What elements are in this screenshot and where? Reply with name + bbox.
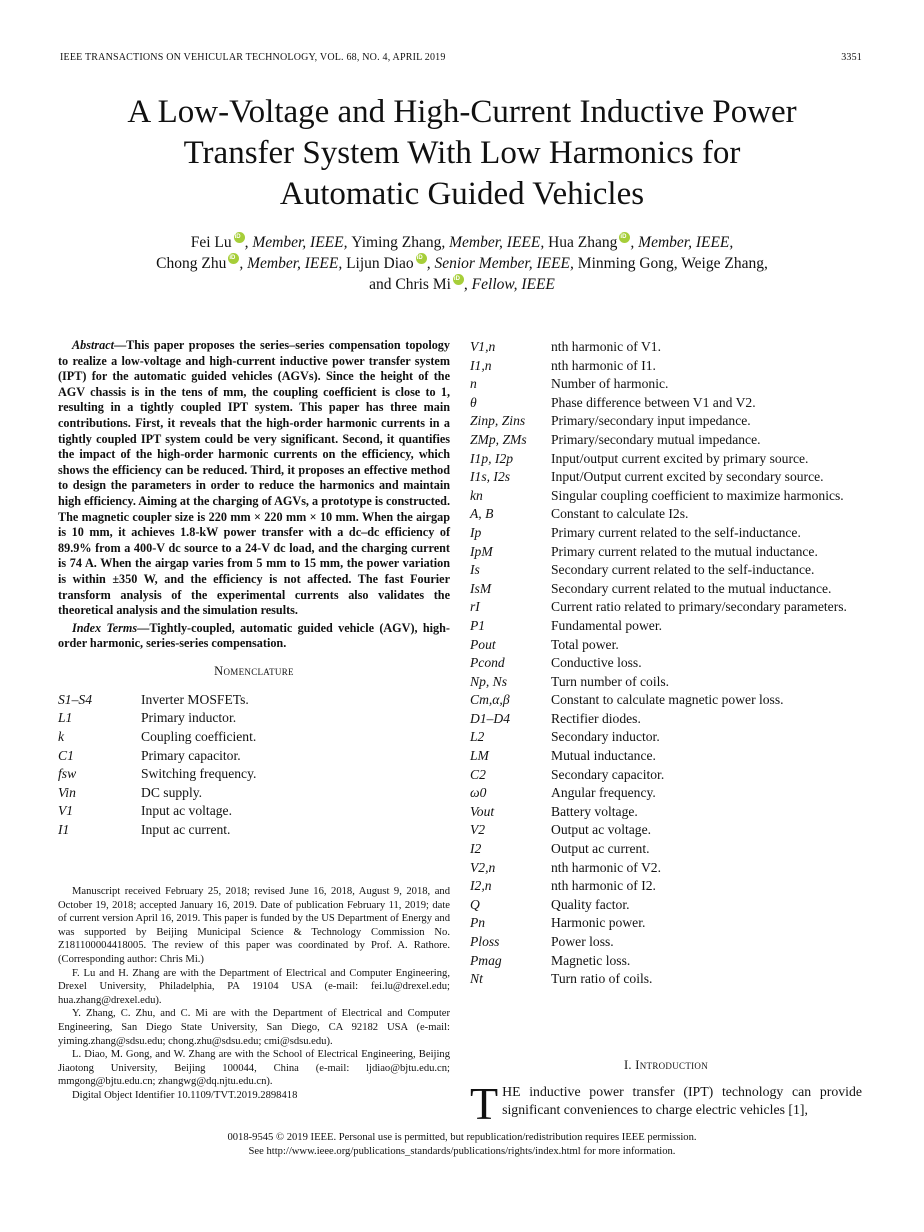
nomenclature-row — [470, 840, 862, 859]
nomenclature-row — [58, 747, 450, 766]
nomenclature-symbol: Pcond — [470, 655, 505, 671]
nomenclature-symbol: IsM — [470, 580, 492, 596]
author-role: , Senior Member, IEEE, — [426, 255, 578, 272]
nomenclature-row — [470, 784, 862, 803]
footnote-affiliation: F. Lu and H. Zhang are with the Department of Electrical and Computer Engineering, Drexel University, Philadelphia, PA 19104 USA (e-mail: fei.lu@drexel.edu; hua.zhang@drexel.edu). — [58, 967, 450, 1006]
nomenclature-symbol: Pout — [470, 636, 496, 652]
nomenclature-definition: Primary/secondary mutual impedance. — [551, 431, 761, 447]
nomenclature-definition: Output ac voltage. — [551, 822, 652, 838]
nomenclature-definition: Secondary inductor. — [551, 729, 660, 745]
nomenclature-row — [58, 765, 450, 784]
nomenclature-definition: Secondary capacitor. — [551, 766, 665, 782]
nomenclature-symbol: S1–S4 — [58, 691, 92, 707]
nomenclature-definition: Conductive loss. — [551, 655, 642, 671]
nomenclature-row — [470, 896, 862, 915]
nomenclature-definition: Switching frequency. — [141, 766, 257, 782]
nomenclature-definition: Inverter MOSFETs. — [141, 691, 249, 707]
nomenclature-row — [470, 338, 862, 357]
nomenclature-definition: Secondary current related to the self-inductance. — [551, 562, 815, 578]
nomenclature-definition: Primary current related to the mutual inductance. — [551, 543, 818, 559]
nomenclature-symbol: Pn — [470, 915, 486, 931]
nomenclature-definition: Rectifier diodes. — [551, 710, 641, 726]
nomenclature-symbol: k — [58, 729, 65, 745]
nomenclature-symbol: Ip — [470, 524, 482, 540]
nomenclature-symbol: Is — [470, 562, 480, 578]
orcid-icon[interactable] — [619, 232, 630, 243]
nomenclature-symbol: Zinp, Zins — [470, 413, 526, 429]
nomenclature-definition: Input/output current excited by primary source. — [551, 450, 809, 466]
nomenclature-definition: Phase difference between V1 and V2. — [551, 394, 756, 410]
nomenclature-symbol: I1 — [58, 822, 70, 838]
nomenclature-left-list — [58, 691, 450, 840]
orcid-icon[interactable] — [228, 253, 239, 264]
nomenclature-row — [470, 543, 862, 562]
author-name: Yiming Zhang — [351, 234, 442, 251]
author-role: , Member, IEEE, — [441, 234, 549, 251]
nomenclature-symbol: P1 — [470, 617, 486, 633]
footnote-affiliation: L. Diao, M. Gong, and W. Zhang are with the School of Electrical Engineering, Beijing Jiaotong University, Beijing 100044, China (e-mail: ljdiao@bjtu.edu.cn; mmgong@bjtu.edu.cn; zhangwg@dq.njtu.edu.cn). — [58, 1049, 450, 1088]
nomenclature-symbol: I1,n — [470, 357, 492, 373]
nomenclature-definition: nth harmonic of V2. — [551, 859, 661, 875]
nomenclature-symbol: rI — [470, 599, 480, 615]
nomenclature-definition: Mutual inductance. — [551, 748, 656, 764]
nomenclature-definition: Turn ratio of coils. — [551, 971, 653, 987]
author-line-1 — [60, 232, 864, 253]
index-terms — [58, 621, 450, 652]
nomenclature-definition: Total power. — [551, 636, 619, 652]
title-line: Transfer System With Low Harmonics for — [183, 135, 741, 171]
nomenclature-definition: Number of harmonic. — [551, 376, 669, 392]
nomenclature-symbol: I1p, I2p — [470, 450, 514, 466]
nomenclature-definition: Angular frequency. — [551, 785, 656, 801]
nomenclature-definition: Output ac current. — [551, 841, 650, 857]
nomenclature-row — [470, 375, 862, 394]
author-name: Minming Gong, Weige Zhang, — [577, 255, 768, 272]
nomenclature-symbol: L2 — [470, 729, 485, 745]
abstract-text: —This paper proposes the series–series compensation topology to realize a low-voltage and high-current inductive power transfer system (IPT) for the automatic guided vehicles (AGVs). Since the height of the AGV chassis is in the tens of mm, the coupling coefficient is close to 1, resulting in a tightly coupled IPT system. This paper has three main contributions. First, it reveals that the high-order harmonic currents in a tightly coupled IPT system could be very significant. Second, it quantifies the impact of the high-order harmonic currents on the efficiency, which shows the efficiency can be reduced. Third, it proposes an effective method to design the parameters in order to reduce the harmonics and maintain high efficiency. Aiming at the charging of AGVs, a prototype is constructed. The magnetic coupler size is 220 mm × 220 mm × 10 mm. When the airgap is 10 mm, it achieves 1.8-kW power transfer with a dc–dc efficiency of 89.9% from a 400-V dc source to a 24-V dc load, and the charging current is 74 A. When the airgap varies from 5 mm to 15 mm, the power variation is within ±350 W, and the efficiency is not affected. The fast Fourier transform analysis of the experimental currents also validates the theoretical analysis and the simulation results. — [58, 338, 450, 618]
title-line: Automatic Guided Vehicles — [279, 176, 645, 212]
nomenclature-symbol: n — [470, 376, 477, 392]
author-role: , Member, IEEE, — [630, 234, 734, 251]
author-name: Chong Zhu — [156, 255, 227, 272]
introduction-heading: I. Introduction — [623, 1058, 709, 1072]
nomenclature-row — [470, 394, 862, 413]
nomenclature-row — [58, 802, 450, 821]
nomenclature-row — [470, 747, 862, 766]
left-column — [58, 338, 450, 840]
nomenclature-symbol: C2 — [470, 766, 486, 782]
author-name: Hua Zhang — [548, 234, 618, 251]
nomenclature-symbol: ω0 — [470, 785, 487, 801]
orcid-icon[interactable] — [416, 253, 427, 264]
nomenclature-row — [470, 803, 862, 822]
nomenclature-row — [470, 468, 862, 487]
nomenclature-row — [470, 952, 862, 971]
author-role: , Member, IEEE, — [239, 255, 347, 272]
nomenclature-row — [470, 580, 862, 599]
nomenclature-definition: Primary inductor. — [141, 710, 237, 726]
nomenclature-row — [470, 524, 862, 543]
nomenclature-row — [470, 673, 862, 692]
nomenclature-definition: Coupling coefficient. — [141, 729, 257, 745]
footnote-affiliation: Y. Zhang, C. Zhu, and C. Mi are with the Department of Electrical and Computer Engineering, San Diego State University, San Diego, CA 92182 USA (e-mail: yiming.zhang@sdsu.edu; chong.zhu@sdsu.edu; cmi@sdsu.edu). — [58, 1008, 450, 1047]
nomenclature-row — [470, 431, 862, 450]
nomenclature-symbol: ZMp, ZMs — [470, 431, 527, 447]
nomenclature-row — [470, 450, 862, 469]
nomenclature-row — [470, 766, 862, 785]
running-header — [60, 52, 862, 63]
author-name: Lijun Diao — [346, 255, 414, 272]
nomenclature-symbol: θ — [470, 394, 477, 410]
nomenclature-row — [470, 561, 862, 580]
nomenclature-definition: nth harmonic of I2. — [551, 878, 656, 894]
nomenclature-symbol: Cm,α,β — [470, 692, 510, 708]
nomenclature-definition: Input ac voltage. — [141, 803, 232, 819]
nomenclature-row — [470, 710, 862, 729]
nomenclature-row — [470, 877, 862, 896]
nomenclature-row — [470, 617, 862, 636]
nomenclature-row — [58, 728, 450, 747]
author-name: and Chris Mi — [369, 276, 451, 293]
introduction-paragraph: HE inductive power transfer (IPT) technology can provide significant conveniences to charge electric vehicles [1], — [502, 1084, 862, 1117]
nomenclature-definition: Singular coupling coefficient to maximize harmonics. — [551, 487, 844, 503]
nomenclature-symbol: V2,n — [470, 859, 496, 875]
nomenclature-symbol: I2 — [470, 841, 482, 857]
copyright-line: 0018-9545 © 2019 IEEE. Personal use is permitted, but republication/redistribution requires IEEE permission. — [227, 1132, 697, 1143]
nomenclature-definition: Power loss. — [551, 934, 614, 949]
nomenclature-definition: Turn number of coils. — [551, 673, 670, 689]
nomenclature-symbol: V1,n — [470, 339, 496, 354]
nomenclature-symbol: A, B — [470, 506, 494, 522]
nomenclature-row — [470, 914, 862, 933]
nomenclature-symbol: Nt — [470, 971, 483, 987]
nomenclature-definition: nth harmonic of V1. — [551, 339, 661, 354]
orcid-icon[interactable] — [234, 232, 245, 243]
nomenclature-row — [470, 933, 862, 952]
nomenclature-symbol: Vin — [58, 784, 76, 800]
nomenclature-row — [470, 691, 862, 710]
author-role: , Member, IEEE, — [244, 234, 352, 251]
copyright-url[interactable]: See http://www.ieee.org/publications_standards/publications/rights/index.html for more information. — [248, 1146, 676, 1157]
footnote — [58, 885, 450, 1103]
right-column — [470, 338, 862, 989]
drop-cap: T — [470, 1078, 499, 1129]
nomenclature-definition: Battery voltage. — [551, 803, 638, 819]
nomenclature-row — [470, 412, 862, 431]
nomenclature-row — [470, 487, 862, 506]
nomenclature-row — [470, 859, 862, 878]
nomenclature-row — [470, 505, 862, 524]
nomenclature-right-list — [470, 338, 862, 989]
introduction-text — [470, 1078, 862, 1129]
author-name: Fei Lu — [190, 234, 232, 251]
nomenclature-definition: Input ac current. — [141, 822, 231, 838]
nomenclature-row — [58, 709, 450, 728]
orcid-icon[interactable] — [453, 274, 464, 285]
nomenclature-definition: Harmonic power. — [551, 915, 646, 931]
nomenclature-row — [58, 784, 450, 803]
nomenclature-definition: Magnetic loss. — [551, 952, 631, 968]
nomenclature-definition: Fundamental power. — [551, 617, 662, 633]
nomenclature-definition: Primary capacitor. — [141, 747, 241, 763]
nomenclature-definition: nth harmonic of I1. — [551, 357, 656, 373]
footnote-manuscript: Manuscript received February 25, 2018; revised June 16, 2018, August 9, 2018, and October 19, 2018; accepted January 16, 2019. Date of publication February 11, 2019; date of current version April 16, 2019. This paper is funded by the US Department of Energy and was supported by Beijing Municipal Science & Technology Commission No. Z181100004418005. The review of this paper was coordinated by Prof. A. Rathore. (Corresponding author: Chris Mi.) — [58, 886, 450, 965]
author-list — [60, 232, 864, 295]
nomenclature-definition: Input/Output current excited by secondary source. — [551, 469, 824, 485]
nomenclature-row — [470, 970, 862, 989]
nomenclature-symbol: Pmag — [470, 952, 502, 968]
nomenclature-symbol: C1 — [58, 747, 74, 763]
author-line-2 — [60, 253, 864, 274]
footnote-doi: Digital Object Identifier 10.1109/TVT.2019.2898418 — [72, 1089, 298, 1101]
nomenclature-symbol: kn — [470, 487, 483, 503]
author-role: , Fellow, IEEE — [463, 276, 555, 293]
nomenclature-symbol: I1s, I2s — [470, 469, 511, 485]
copyright-notice — [40, 1131, 884, 1159]
page-number: 3351 — [841, 52, 862, 63]
nomenclature-symbol: IpM — [470, 543, 493, 559]
nomenclature-definition: DC supply. — [141, 784, 203, 800]
nomenclature-symbol: L1 — [58, 710, 73, 726]
author-line-3 — [60, 274, 864, 295]
nomenclature-symbol: LM — [470, 748, 489, 764]
nomenclature-symbol: I2,n — [470, 878, 492, 894]
abstract-label: Abstract — [72, 338, 114, 352]
nomenclature-definition: Primary current related to the self-inductance. — [551, 524, 801, 540]
nomenclature-heading: Nomenclature — [214, 663, 294, 678]
nomenclature-definition: Quality factor. — [551, 896, 630, 912]
index-terms-label: Index Terms — [72, 620, 138, 635]
nomenclature-row — [58, 691, 450, 710]
nomenclature-row — [470, 636, 862, 655]
journal-name: IEEE TRANSACTIONS ON VEHICULAR TECHNOLOGY, VOL. 68, NO. 4, APRIL 2019 — [60, 52, 446, 63]
nomenclature-symbol: D1–D4 — [470, 710, 511, 726]
nomenclature-symbol: fsw — [58, 766, 77, 782]
nomenclature-definition: Constant to calculate I2s. — [551, 506, 689, 522]
nomenclature-symbol: V1 — [58, 803, 74, 819]
nomenclature-row — [58, 821, 450, 840]
nomenclature-symbol: Q — [470, 896, 480, 912]
nomenclature-row — [470, 598, 862, 617]
abstract — [58, 338, 450, 619]
nomenclature-symbol: Ploss — [470, 934, 500, 949]
nomenclature-row — [470, 357, 862, 376]
nomenclature-row — [470, 728, 862, 747]
nomenclature-definition: Secondary current related to the mutual inductance. — [551, 580, 832, 596]
index-terms-text: —Tightly-coupled, automatic guided vehicle (AGV), high-order harmonic, series-series compensation. — [58, 620, 450, 651]
nomenclature-definition: Current ratio related to primary/secondary parameters. — [551, 599, 847, 615]
nomenclature-symbol: Vout — [470, 803, 495, 819]
paper-title — [40, 92, 884, 215]
title-line: A Low-Voltage and High-Current Inductive Power — [127, 94, 797, 130]
nomenclature-row — [470, 654, 862, 673]
nomenclature-symbol: V2 — [470, 822, 486, 838]
nomenclature-definition: Primary/secondary input impedance. — [551, 413, 751, 429]
nomenclature-row — [470, 821, 862, 840]
nomenclature-symbol: Np, Ns — [470, 673, 508, 689]
nomenclature-definition: Constant to calculate magnetic power loss. — [551, 692, 784, 708]
